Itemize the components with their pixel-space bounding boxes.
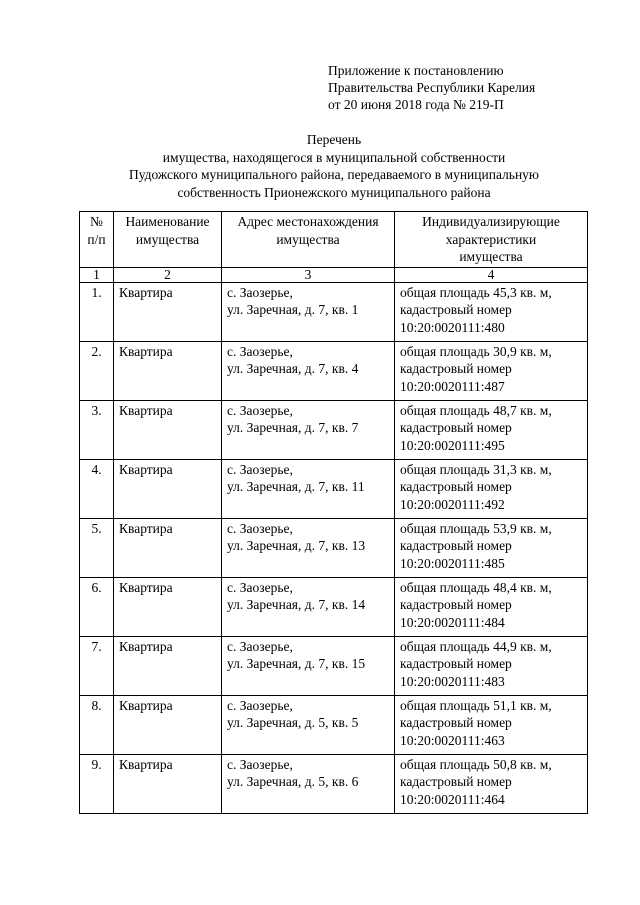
characteristics-line: кадастровый номер — [400, 715, 512, 730]
address-line: с. Заозерье, — [227, 579, 293, 595]
header-name: Наименование имущества — [114, 212, 222, 268]
column-number: 1 — [80, 267, 114, 282]
property-characteristics — [395, 754, 588, 813]
row-number: 7. — [80, 636, 114, 695]
property-address — [222, 695, 395, 754]
document-title — [100, 131, 568, 201]
characteristics-line: 10:20:0020111:480 — [400, 319, 505, 335]
property-name: Квартира — [114, 459, 222, 518]
title-line: собственность Прионежского муниципального района — [177, 184, 491, 200]
characteristics-line: общая площадь 31,3 кв. м, — [400, 461, 552, 477]
address-line: с. Заозерье, — [227, 756, 293, 772]
address-line: с. Заозерье, — [227, 461, 293, 477]
property-name: Квартира — [114, 636, 222, 695]
row-number: 5. — [80, 518, 114, 577]
address-line: ул. Заречная, д. 5, кв. 5 — [227, 715, 359, 730]
characteristics-line: 10:20:0020111:464 — [400, 791, 505, 807]
row-number: 1. — [80, 282, 114, 341]
characteristics-line: кадастровый номер — [400, 361, 512, 376]
characteristics-line: кадастровый номер — [400, 656, 512, 671]
address-line: ул. Заречная, д. 7, кв. 15 — [227, 656, 366, 671]
characteristics-line: 10:20:0020111:492 — [400, 496, 505, 512]
table-row — [80, 636, 588, 695]
characteristics-line: кадастровый номер — [400, 302, 512, 317]
header-address: Адрес местонахождения имущества — [222, 212, 395, 268]
address-line: ул. Заречная, д. 7, кв. 11 — [227, 479, 365, 494]
row-number: 8. — [80, 695, 114, 754]
property-address — [222, 577, 395, 636]
property-name: Квартира — [114, 341, 222, 400]
column-number-row — [80, 267, 588, 282]
title-line: Перечень — [306, 132, 362, 147]
appendix-header — [328, 62, 535, 113]
characteristics-line: 10:20:0020111:495 — [400, 437, 505, 453]
property-address — [222, 459, 395, 518]
characteristics-line: кадастровый номер — [400, 479, 512, 494]
property-address — [222, 754, 395, 813]
characteristics-line: 10:20:0020111:483 — [400, 673, 505, 689]
property-name: Квартира — [114, 695, 222, 754]
property-characteristics — [395, 282, 588, 341]
table-body — [80, 282, 588, 813]
property-characteristics — [395, 341, 588, 400]
property-address — [222, 636, 395, 695]
characteristics-line: общая площадь 44,9 кв. м, — [400, 638, 552, 654]
characteristics-line: 10:20:0020111:487 — [400, 378, 505, 394]
characteristics-line: общая площадь 51,1 кв. м, — [400, 697, 552, 713]
address-line: ул. Заречная, д. 7, кв. 13 — [227, 538, 366, 553]
table-header-row — [80, 212, 588, 268]
property-address — [222, 282, 395, 341]
table-row — [80, 577, 588, 636]
table-row — [80, 695, 588, 754]
header-characteristics: Индивидуализирующие характеристики имущества — [395, 212, 588, 268]
address-line: ул. Заречная, д. 5, кв. 6 — [227, 774, 359, 789]
appendix-line: Приложение к постановлению — [328, 63, 504, 78]
column-number: 2 — [114, 267, 222, 282]
characteristics-line: кадастровый номер — [400, 420, 512, 435]
title-line: Пудожского муниципального района, передаваемого в муниципальную — [128, 167, 540, 182]
table-row — [80, 754, 588, 813]
property-name: Квартира — [114, 518, 222, 577]
property-characteristics — [395, 400, 588, 459]
characteristics-line: кадастровый номер — [400, 538, 512, 553]
row-number: 6. — [80, 577, 114, 636]
row-number: 2. — [80, 341, 114, 400]
table-row — [80, 459, 588, 518]
address-line: с. Заозерье, — [227, 343, 293, 359]
property-name: Квартира — [114, 400, 222, 459]
address-line: ул. Заречная, д. 7, кв. 1 — [227, 302, 359, 317]
property-characteristics — [395, 577, 588, 636]
appendix-line: от 20 июня 2018 года № 219-П — [328, 97, 504, 112]
address-line: с. Заозерье, — [227, 520, 293, 536]
characteristics-line: 10:20:0020111:463 — [400, 732, 505, 748]
column-number: 4 — [395, 267, 588, 282]
property-address — [222, 400, 395, 459]
address-line: с. Заозерье, — [227, 697, 293, 713]
characteristics-line: общая площадь 53,9 кв. м, — [400, 520, 552, 536]
characteristics-line: общая площадь 30,9 кв. м, — [400, 343, 552, 359]
appendix-line: Правительства Республики Карелия — [328, 80, 536, 95]
property-name: Квартира — [114, 577, 222, 636]
table-row — [80, 400, 588, 459]
property-characteristics — [395, 695, 588, 754]
characteristics-line: кадастровый номер — [400, 597, 512, 612]
characteristics-line: общая площадь 48,4 кв. м, — [400, 579, 552, 595]
table-row — [80, 518, 588, 577]
property-characteristics — [395, 636, 588, 695]
property-characteristics — [395, 518, 588, 577]
table-row — [80, 341, 588, 400]
address-line: с. Заозерье, — [227, 284, 293, 300]
characteristics-line: кадастровый номер — [400, 774, 512, 789]
row-number: 4. — [80, 459, 114, 518]
characteristics-line: 10:20:0020111:484 — [400, 614, 505, 630]
characteristics-line: общая площадь 50,8 кв. м, — [400, 756, 552, 772]
property-characteristics — [395, 459, 588, 518]
row-number: 3. — [80, 400, 114, 459]
characteristics-line: 10:20:0020111:485 — [400, 555, 505, 571]
table-row — [80, 282, 588, 341]
address-line: с. Заозерье, — [227, 638, 293, 654]
address-line: ул. Заречная, д. 7, кв. 4 — [227, 361, 359, 376]
property-name: Квартира — [114, 754, 222, 813]
header-number: № п/п — [80, 212, 114, 268]
property-address — [222, 341, 395, 400]
property-table — [79, 211, 588, 814]
address-line: ул. Заречная, д. 7, кв. 7 — [227, 420, 359, 435]
column-number: 3 — [222, 267, 395, 282]
row-number: 9. — [80, 754, 114, 813]
address-line: ул. Заречная, д. 7, кв. 14 — [227, 597, 366, 612]
characteristics-line: общая площадь 48,7 кв. м, — [400, 402, 552, 418]
property-address — [222, 518, 395, 577]
property-name: Квартира — [114, 282, 222, 341]
characteristics-line: общая площадь 45,3 кв. м, — [400, 284, 552, 300]
address-line: с. Заозерье, — [227, 402, 293, 418]
title-line: имущества, находящегося в муниципальной собственности — [162, 149, 506, 165]
